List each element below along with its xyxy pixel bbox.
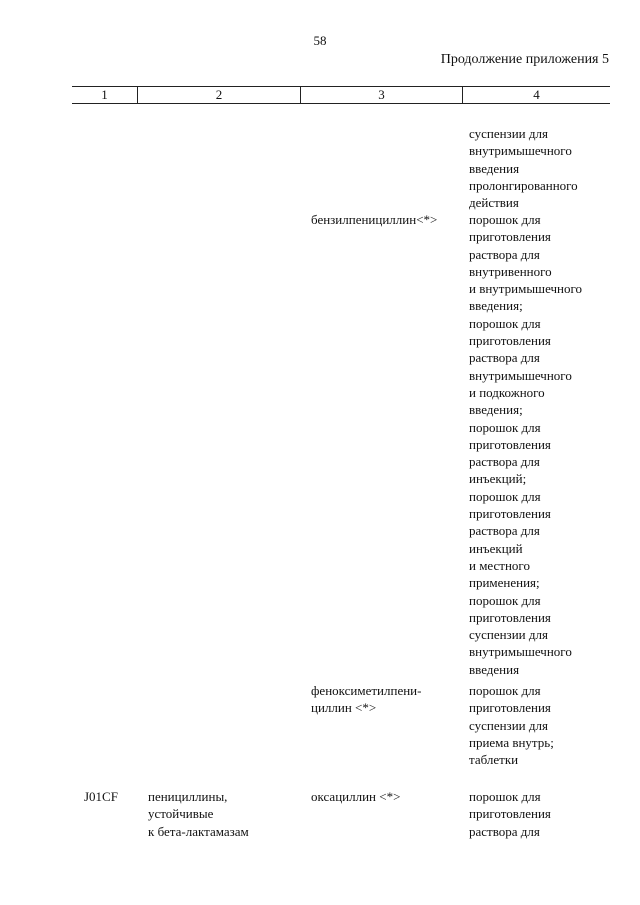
forms-cell: порошок для приготовления суспензии для приема внутрь; таблетки — [469, 683, 554, 768]
forms-cell: порошок для приготовления раствора для — [469, 789, 551, 839]
page-number: 58 — [313, 33, 327, 48]
drug-cell: феноксиметилпени- циллин <*> — [311, 683, 422, 716]
forms-cell: суспензии для внутримышечного введения пролонгированного действия — [469, 126, 578, 211]
group-cell: пенициллины, устойчивые к бета-лактамазам — [148, 789, 249, 839]
header-col-2: 2 — [215, 87, 223, 102]
drug-cell: оксациллин <*> — [311, 789, 401, 804]
header-col-4: 4 — [533, 87, 540, 102]
atc-code-cell: J01CF — [84, 789, 118, 804]
continuation-title: Продолжение приложения 5 — [440, 52, 609, 67]
drug-cell: бензилпенициллин<*> — [311, 212, 438, 227]
header-col-1: 1 — [101, 87, 108, 102]
header-bottom-rule — [72, 103, 610, 104]
header-col-3: 3 — [378, 87, 385, 102]
forms-cell: порошок для приготовления раствора для внутривенного и внутримышечного введения; порошок для приготовления раствора для внутримышечного и подкожного введения; порошок для приготовления раствора для инъекций; порошок для приготовления раствора для инъекций и местного применения; порошок для приготовления суспензии для внутримышечного введения — [469, 212, 583, 677]
